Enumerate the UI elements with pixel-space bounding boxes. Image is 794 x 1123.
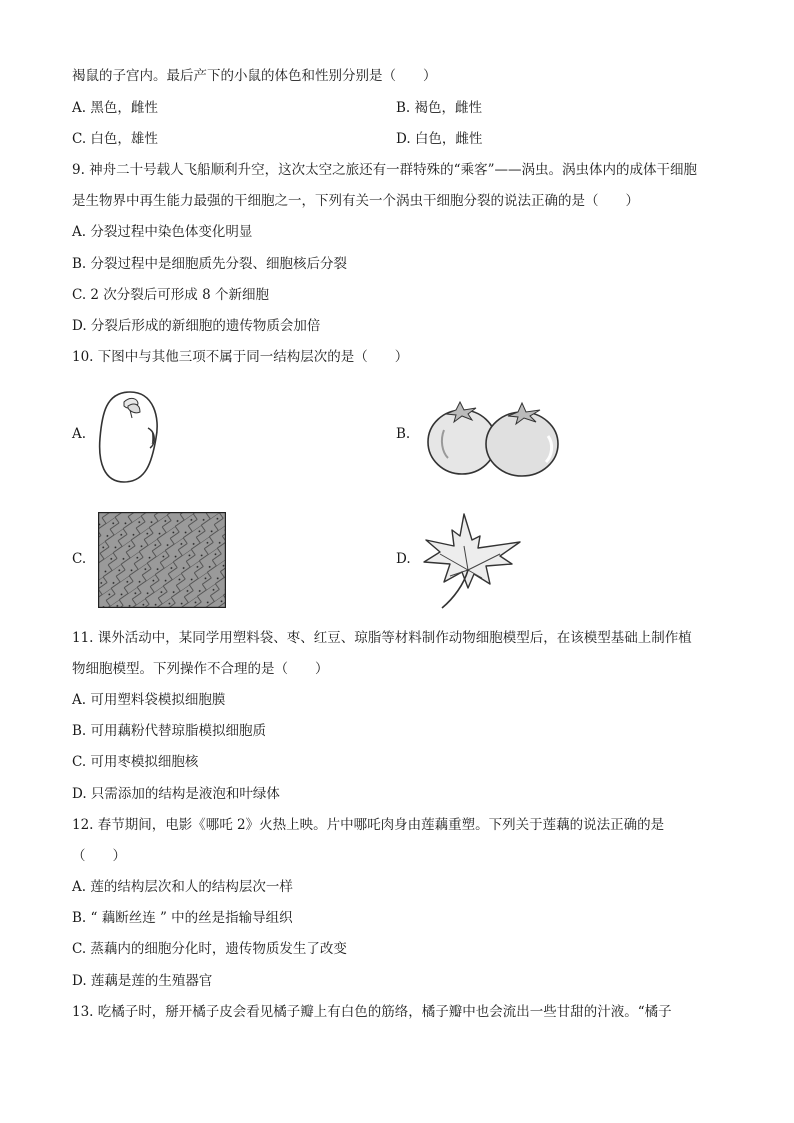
q12-stem-line1: 12. 春节期间，电影《哪吒 2》火热上映。片中哪吒肉身由莲藕重塑。下列关于莲藕的说法正确的是: [72, 817, 665, 833]
q12-option-d: D. 莲藕是莲的生殖器官: [72, 973, 213, 989]
q8-stem: 褐鼠的子宫内。最后产下的小鼠的体色和性别分别是（ ）: [72, 68, 437, 84]
q9-option-d: D. 分裂后形成的新细胞的遗传物质会加倍: [72, 318, 321, 334]
q11-stem-line1: 11. 课外活动中，某同学用塑料袋、枣、红豆、琼脂等材料制作动物细胞模型后，在该模型基础上制作植: [72, 630, 692, 646]
q9-stem-line2: 是生物界中再生能力最强的干细胞之一，下列有关一个涡虫干细胞分裂的说法正确的是（ ）: [72, 193, 639, 209]
tomato-fruit-icon: [426, 400, 562, 478]
q11-option-d: D. 只需添加的结构是液泡和叶绿体: [72, 786, 280, 802]
q12-option-c: C. 蒸藕内的细胞分化时，遗传物质发生了改变: [72, 941, 347, 957]
onion-epidermis-tissue-icon: [98, 512, 226, 608]
bean-seed-icon: [94, 388, 166, 486]
q8-option-a: A. 黑色，雌性: [72, 100, 158, 116]
q9-option-a: A. 分裂过程中染色体变化明显: [72, 224, 253, 240]
q10-option-c-label: C.: [72, 551, 87, 567]
q9-option-c: C. 2 次分裂后可形成 8 个新细胞: [72, 287, 269, 303]
maple-leaf-icon: [420, 512, 528, 610]
q10-option-b-label: B.: [396, 426, 411, 442]
q10-option-d-label: D.: [396, 551, 411, 567]
q9-stem-line1: 9. 神舟二十号载人飞船顺利升空，这次太空之旅还有一群特殊的“乘客”——涡虫。涡虫体内的成体干细胞: [72, 162, 697, 178]
q11-option-a: A. 可用塑料袋模拟细胞膜: [72, 692, 226, 708]
q13-stem-line1: 13. 吃橘子时，掰开橘子皮会看见橘子瓣上有白色的筋络，橘子瓣中也会流出一些甘甜的汁液。“橘子: [72, 1004, 672, 1020]
q10-option-a-label: A.: [72, 426, 87, 442]
q8-option-d: D. 白色，雌性: [396, 131, 483, 147]
q12-stem-line2: （ ）: [72, 848, 126, 864]
q10-stem: 10. 下图中与其他三项不属于同一结构层次的是（ ）: [72, 349, 409, 365]
q12-option-b: B. “ 藕断丝连 ” 中的丝是指输导组织: [72, 910, 293, 926]
q12-option-a: A. 莲的结构层次和人的结构层次一样: [72, 879, 293, 895]
q11-option-b: B. 可用藕粉代替琼脂模拟细胞质: [72, 723, 267, 739]
q9-option-b: B. 分裂过程中是细胞质先分裂、细胞核后分裂: [72, 256, 348, 272]
q8-option-c: C. 白色，雄性: [72, 131, 158, 147]
q11-stem-line2: 物细胞模型。下列操作不合理的是（ ）: [72, 661, 329, 677]
q11-option-c: C. 可用枣模拟细胞核: [72, 754, 199, 770]
q8-option-b: B. 褐色，雌性: [396, 100, 483, 116]
